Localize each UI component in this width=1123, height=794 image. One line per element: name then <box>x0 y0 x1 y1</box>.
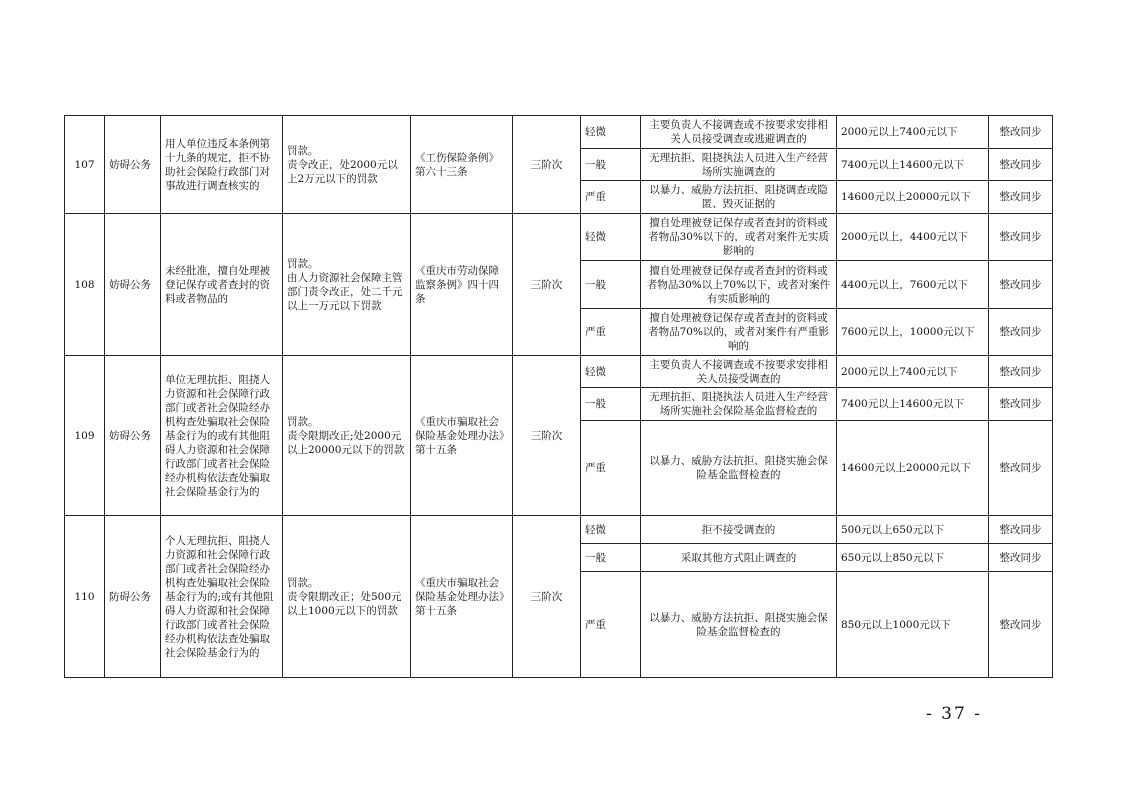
rectification-action: 整改同步 <box>989 261 1053 309</box>
penalty-range: 650元以上850元以下 <box>837 544 989 572</box>
discretion-tier: 三阶次 <box>513 116 581 214</box>
severity-level: 轻微 <box>581 214 641 261</box>
severity-level: 轻微 <box>581 516 641 544</box>
legal-basis: 《重庆市劳动保障监察条例》四十四条 <box>411 214 513 356</box>
circumstance: 拒不接受调查的 <box>641 516 837 544</box>
rectification-action: 整改同步 <box>989 116 1053 149</box>
circumstance: 以暴力、威胁方法抗拒、阻挠实施会保险基金监督检查的 <box>641 421 837 516</box>
penalty-range: 7400元以上14600元以下 <box>837 149 989 181</box>
severity-level: 严重 <box>581 572 641 678</box>
rectification-action: 整改同步 <box>989 309 1053 356</box>
severity-level: 一般 <box>581 149 641 181</box>
violation-category: 妨碍公务 <box>105 116 161 214</box>
penalty-provision: 罚款。 由人力资源社会保障主管部门责令改正，处二千元以上一万元以下罚款 <box>283 214 411 356</box>
rectification-action: 整改同步 <box>989 149 1053 181</box>
penalty-range: 850元以上1000元以下 <box>837 572 989 678</box>
violation-description: 未经批准，擅自处理被登记保存或者查封的资料或者物品的 <box>161 214 283 356</box>
severity-level: 严重 <box>581 181 641 214</box>
violation-description: 用人单位违反本条例第十九条的规定，拒不协助社会保险行政部门对事故进行调查核实的 <box>161 116 283 214</box>
severity-level: 一般 <box>581 544 641 572</box>
rectification-action: 整改同步 <box>989 572 1053 678</box>
severity-level: 一般 <box>581 388 641 421</box>
page-number: - 37 - <box>926 704 982 724</box>
violation-description: 个人无理抗拒、阻挠人力资源和社会保障行政部门或者社会保险经办机构查处骗取社会保险基金行为的;或有其他阻碍人力资源和社会保障行政部门或者社会保险经办机构依法查处骗取社会保险基金行为的 <box>161 516 283 678</box>
legal-basis: 《重庆市骗取社会保险基金处理办法》第十五条 <box>411 356 513 516</box>
severity-level: 严重 <box>581 421 641 516</box>
rectification-action: 整改同步 <box>989 544 1053 572</box>
severity-level: 一般 <box>581 261 641 309</box>
circumstance: 主要负责人不接调查或不按要求安排相关人员接受调查或逃避调查的 <box>641 116 837 149</box>
table-row <box>65 356 1053 388</box>
rectification-action: 整改同步 <box>989 214 1053 261</box>
item-number: 108 <box>65 214 105 356</box>
penalty-range: 7600元以上，10000元以下 <box>837 309 989 356</box>
table-row <box>65 516 1053 544</box>
penalty-range: 7400元以上14600元以下 <box>837 388 989 421</box>
rectification-action: 整改同步 <box>989 421 1053 516</box>
circumstance: 以暴力、威胁方法抗拒、阻挠实施会保险基金监督检查的 <box>641 572 837 678</box>
discretion-tier: 三阶次 <box>513 516 581 678</box>
rectification-action: 整改同步 <box>989 388 1053 421</box>
penalty-provision: 罚款。 责令改正，处2000元以上2万元以下的罚款 <box>283 116 411 214</box>
circumstance: 无理抗拒、阻挠执法人员进入生产经营场所实施调查的 <box>641 149 837 181</box>
circumstance: 以暴力、威胁方法抗拒、阻挠调查或隐匿、毁灭证据的 <box>641 181 837 214</box>
circumstance: 擅自处理被登记保存或者查封的资料或者物品30%以上70%以下，或者对案件有实质影响的 <box>641 261 837 309</box>
penalty-range: 2000元以上7400元以下 <box>837 116 989 149</box>
violation-category: 妨碍公务 <box>105 214 161 356</box>
table-row <box>65 116 1053 149</box>
item-number: 107 <box>65 116 105 214</box>
discretion-tier: 三阶次 <box>513 214 581 356</box>
circumstance: 擅自处理被登记保存或者查封的资料或者物品70%以的，或者对案件有严重影响的 <box>641 309 837 356</box>
rectification-action: 整改同步 <box>989 516 1053 544</box>
item-number: 109 <box>65 356 105 516</box>
severity-level: 轻微 <box>581 356 641 388</box>
circumstance: 无理抗拒、阻挠执法人员进入生产经营场所实施社会保险基金监督检查的 <box>641 388 837 421</box>
circumstance: 主要负责人不接调查或不按要求安排相关人员接受调查的 <box>641 356 837 388</box>
penalty-range: 4400元以上，7600元以下 <box>837 261 989 309</box>
penalty-range: 14600元以上20000元以下 <box>837 421 989 516</box>
rectification-action: 整改同步 <box>989 181 1053 214</box>
penalty-range: 2000元以上，4400元以下 <box>837 214 989 261</box>
penalty-provision: 罚款。 责令限期改正；处500元以上1000元以下的罚款 <box>283 516 411 678</box>
violation-description: 单位无理抗拒、阻挠人力资源和社会保障行政部门或者社会保险经办机构查处骗取社会保险基金行为的或有其他阻碍人力资源和社会保障行政部门或者社会保险经办机构依法查处骗取社会保险基金行为的 <box>161 356 283 516</box>
violation-category: 防碍公务 <box>105 516 161 678</box>
item-number: 110 <box>65 516 105 678</box>
penalty-range: 500元以上650元以下 <box>837 516 989 544</box>
penalty-range: 2000元以上7400元以下 <box>837 356 989 388</box>
table-row <box>65 214 1053 261</box>
penalty-range: 14600元以上20000元以下 <box>837 181 989 214</box>
legal-basis: 《重庆市骗取社会保险基金处理办法》第十五条 <box>411 516 513 678</box>
legal-basis: 《工伤保险条例》第六十三条 <box>411 116 513 214</box>
severity-level: 严重 <box>581 309 641 356</box>
penalty-table <box>64 115 1053 678</box>
discretion-tier: 三阶次 <box>513 356 581 516</box>
severity-level: 轻微 <box>581 116 641 149</box>
circumstance: 擅自处理被登记保存或者查封的资料或者物品30%以下的，或者对案件无实质影响的 <box>641 214 837 261</box>
penalty-provision: 罚款。 责令限期改正;处2000元以上20000元以下的罚款 <box>283 356 411 516</box>
rectification-action: 整改同步 <box>989 356 1053 388</box>
violation-category: 妨碍公务 <box>105 356 161 516</box>
circumstance: 采取其他方式阻止调查的 <box>641 544 837 572</box>
